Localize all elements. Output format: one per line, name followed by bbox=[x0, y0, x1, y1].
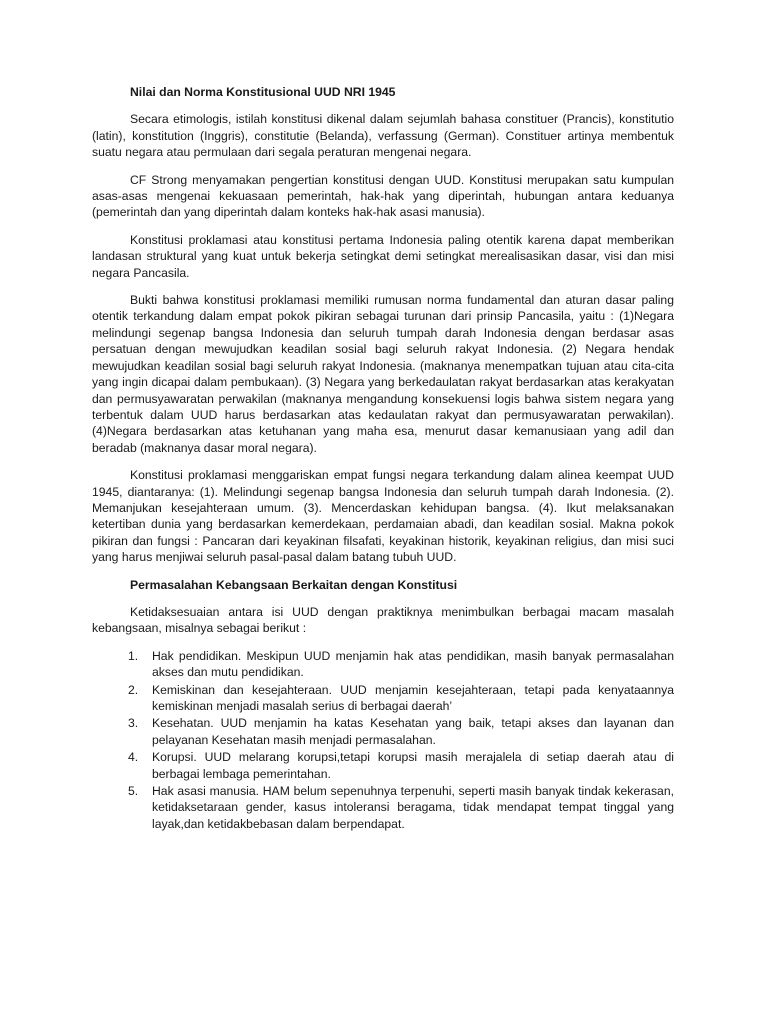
list-item bbox=[128, 648, 674, 681]
list-item-text: Kesehatan. UUD menjamin ha katas Kesehatan yang baik, tetapi akses dan layanan dan pelayanan Kesehatan masih menjadi permasalahan. bbox=[152, 716, 674, 747]
list-item-text: Hak asasi manusia. HAM belum sepenuhnya terpenuhi, seperti masih banyak tindak kekerasan, ketidaksetaraan gender, kasus intoleransi beragama, tidak mendapat tempat tinggal yang layak,dan ketidakbebasan dalam berpendapat. bbox=[152, 784, 674, 831]
list-item bbox=[128, 682, 674, 715]
section-heading-problems: Permasalahan Kebangsaan Berkaitan dengan Konstitusi bbox=[130, 577, 458, 592]
list-item bbox=[128, 749, 674, 782]
paragraph-cf-strong: CF Strong menyamakan pengertian konstitusi dengan UUD. Konstitusi merupakan satu kumpulan asas-asas mengenai kekuasaan pemerintah, hak-hak yang diperintah, hubungan antara keduanya (pemerintah dan yang diperintah dalam konteks hak-hak asasi manusia). bbox=[92, 172, 674, 220]
list-item-number: 5. bbox=[128, 784, 139, 799]
list-item bbox=[128, 783, 674, 832]
list-item-text: Kemiskinan dan kesejahteraan. UUD menjamin kesejahteraan, tetapi pada kenyataannya kemiskinan menjadi masalah serius di berbagai daerah’ bbox=[152, 682, 674, 713]
paragraph-proclamation-constitution: Konstitusi proklamasi atau konstitusi pertama Indonesia paling otentik karena dapat memberikan landasan struktural yang kuat untuk bekerja setingkat demi setingkat merealisasikan dasar, visi dan misi negara Pancasila. bbox=[92, 232, 674, 280]
list-item-number: 1. bbox=[128, 648, 139, 663]
document-page bbox=[92, 84, 674, 833]
problems-list bbox=[92, 648, 674, 832]
list-item-number: 3. bbox=[128, 716, 139, 731]
list-item bbox=[128, 715, 674, 748]
paragraph-four-principles: Bukti bahwa konstitusi proklamasi memiliki rumusan norma fundamental dan aturan dasar paling otentik terkandung dalam empat pokok pikiran sebagai turunan dari prinsip Pancasila, yaitu : (1)Negara melindungi segenap bangsa Indonesia dan seluruh tumpah darah Indonesia dengan berdasar asas persatuan dengan mewujudkan keadilan sosial bagi seluruh rakyat Indonesia. (2) Negara hendak mewujudkan keadilan sosial bagi seluruh rakyat Indonesia. (maknanya menempatkan tujuan atau cita-cita yang ingin dicapai dalam pembukaan). (3) Negara yang berkedaulatan rakyat berdasarkan atas kerakyatan dan permusyawaratan perwakilan (maknanya mengandung konsekuensi logis bahwa sistem negara yang terbentuk dalam UUD harus berdasarkan atas kedaulatan rakyat dan permusyawaratan perwakilan). (4)Negara berdasarkan atas ketuhanan yang maha esa, menurut dasar kemanusiaan yang adil dan beradab (maknanya dasar moral negara). bbox=[92, 293, 674, 455]
paragraph-etymology: Secara etimologis, istilah konstitusi dikenal dalam sejumlah bahasa constituer (Prancis), konstitutio (latin), konstitution (Inggris), constitutie (Belanda), verfassung (German). Constituer artinya membentuk suatu negara atau permulaan dari segala peraturan mengenai negara. bbox=[92, 112, 674, 160]
paragraph-four-functions: Konstitusi proklamasi menggariskan empat fungsi negara terkandung dalam alinea keempat UUD 1945, diantaranya: (1). Melindungi segenap bangsa Indonesia dan seluruh tumpah darah Indonesia. (2). Memanjukan kesejahteraan umum. (3). Mencerdaskan kehidupan bangsa. (4). Ikut melaksanakan ketertiban dunia yang berdasarkan kemerdekaan, perdamaian abadi, dan keadilan sosial. Makna pokok pikiran dan fungsi : Pancaran dari keyakinan filsafati, keyakinan historik, keyakinan religius, dan misi suci yang harus menjiwai seluruh pasal-pasal dalam batang tubuh UUD. bbox=[92, 468, 674, 565]
list-item-number: 4. bbox=[128, 750, 139, 765]
list-item-number: 2. bbox=[128, 682, 139, 697]
list-item-text: Hak pendidikan. Meskipun UUD menjamin hak atas pendidikan, masih banyak permasalahan akses dan mutu pendidikan. bbox=[152, 648, 674, 680]
list-item-text: Korupsi. UUD melarang korupsi,tetapi korupsi masih merajalela di setiap daerah atau di berbagai lembaga pemerintahan. bbox=[152, 750, 674, 781]
paragraph-problems-intro: Ketidaksesuaian antara isi UUD dengan praktiknya menimbulkan berbagai macam masalah kebangsaan, misalnya sebagai berikut : bbox=[92, 604, 674, 636]
document-title: Nilai dan Norma Konstitusional UUD NRI 1945 bbox=[130, 85, 396, 99]
